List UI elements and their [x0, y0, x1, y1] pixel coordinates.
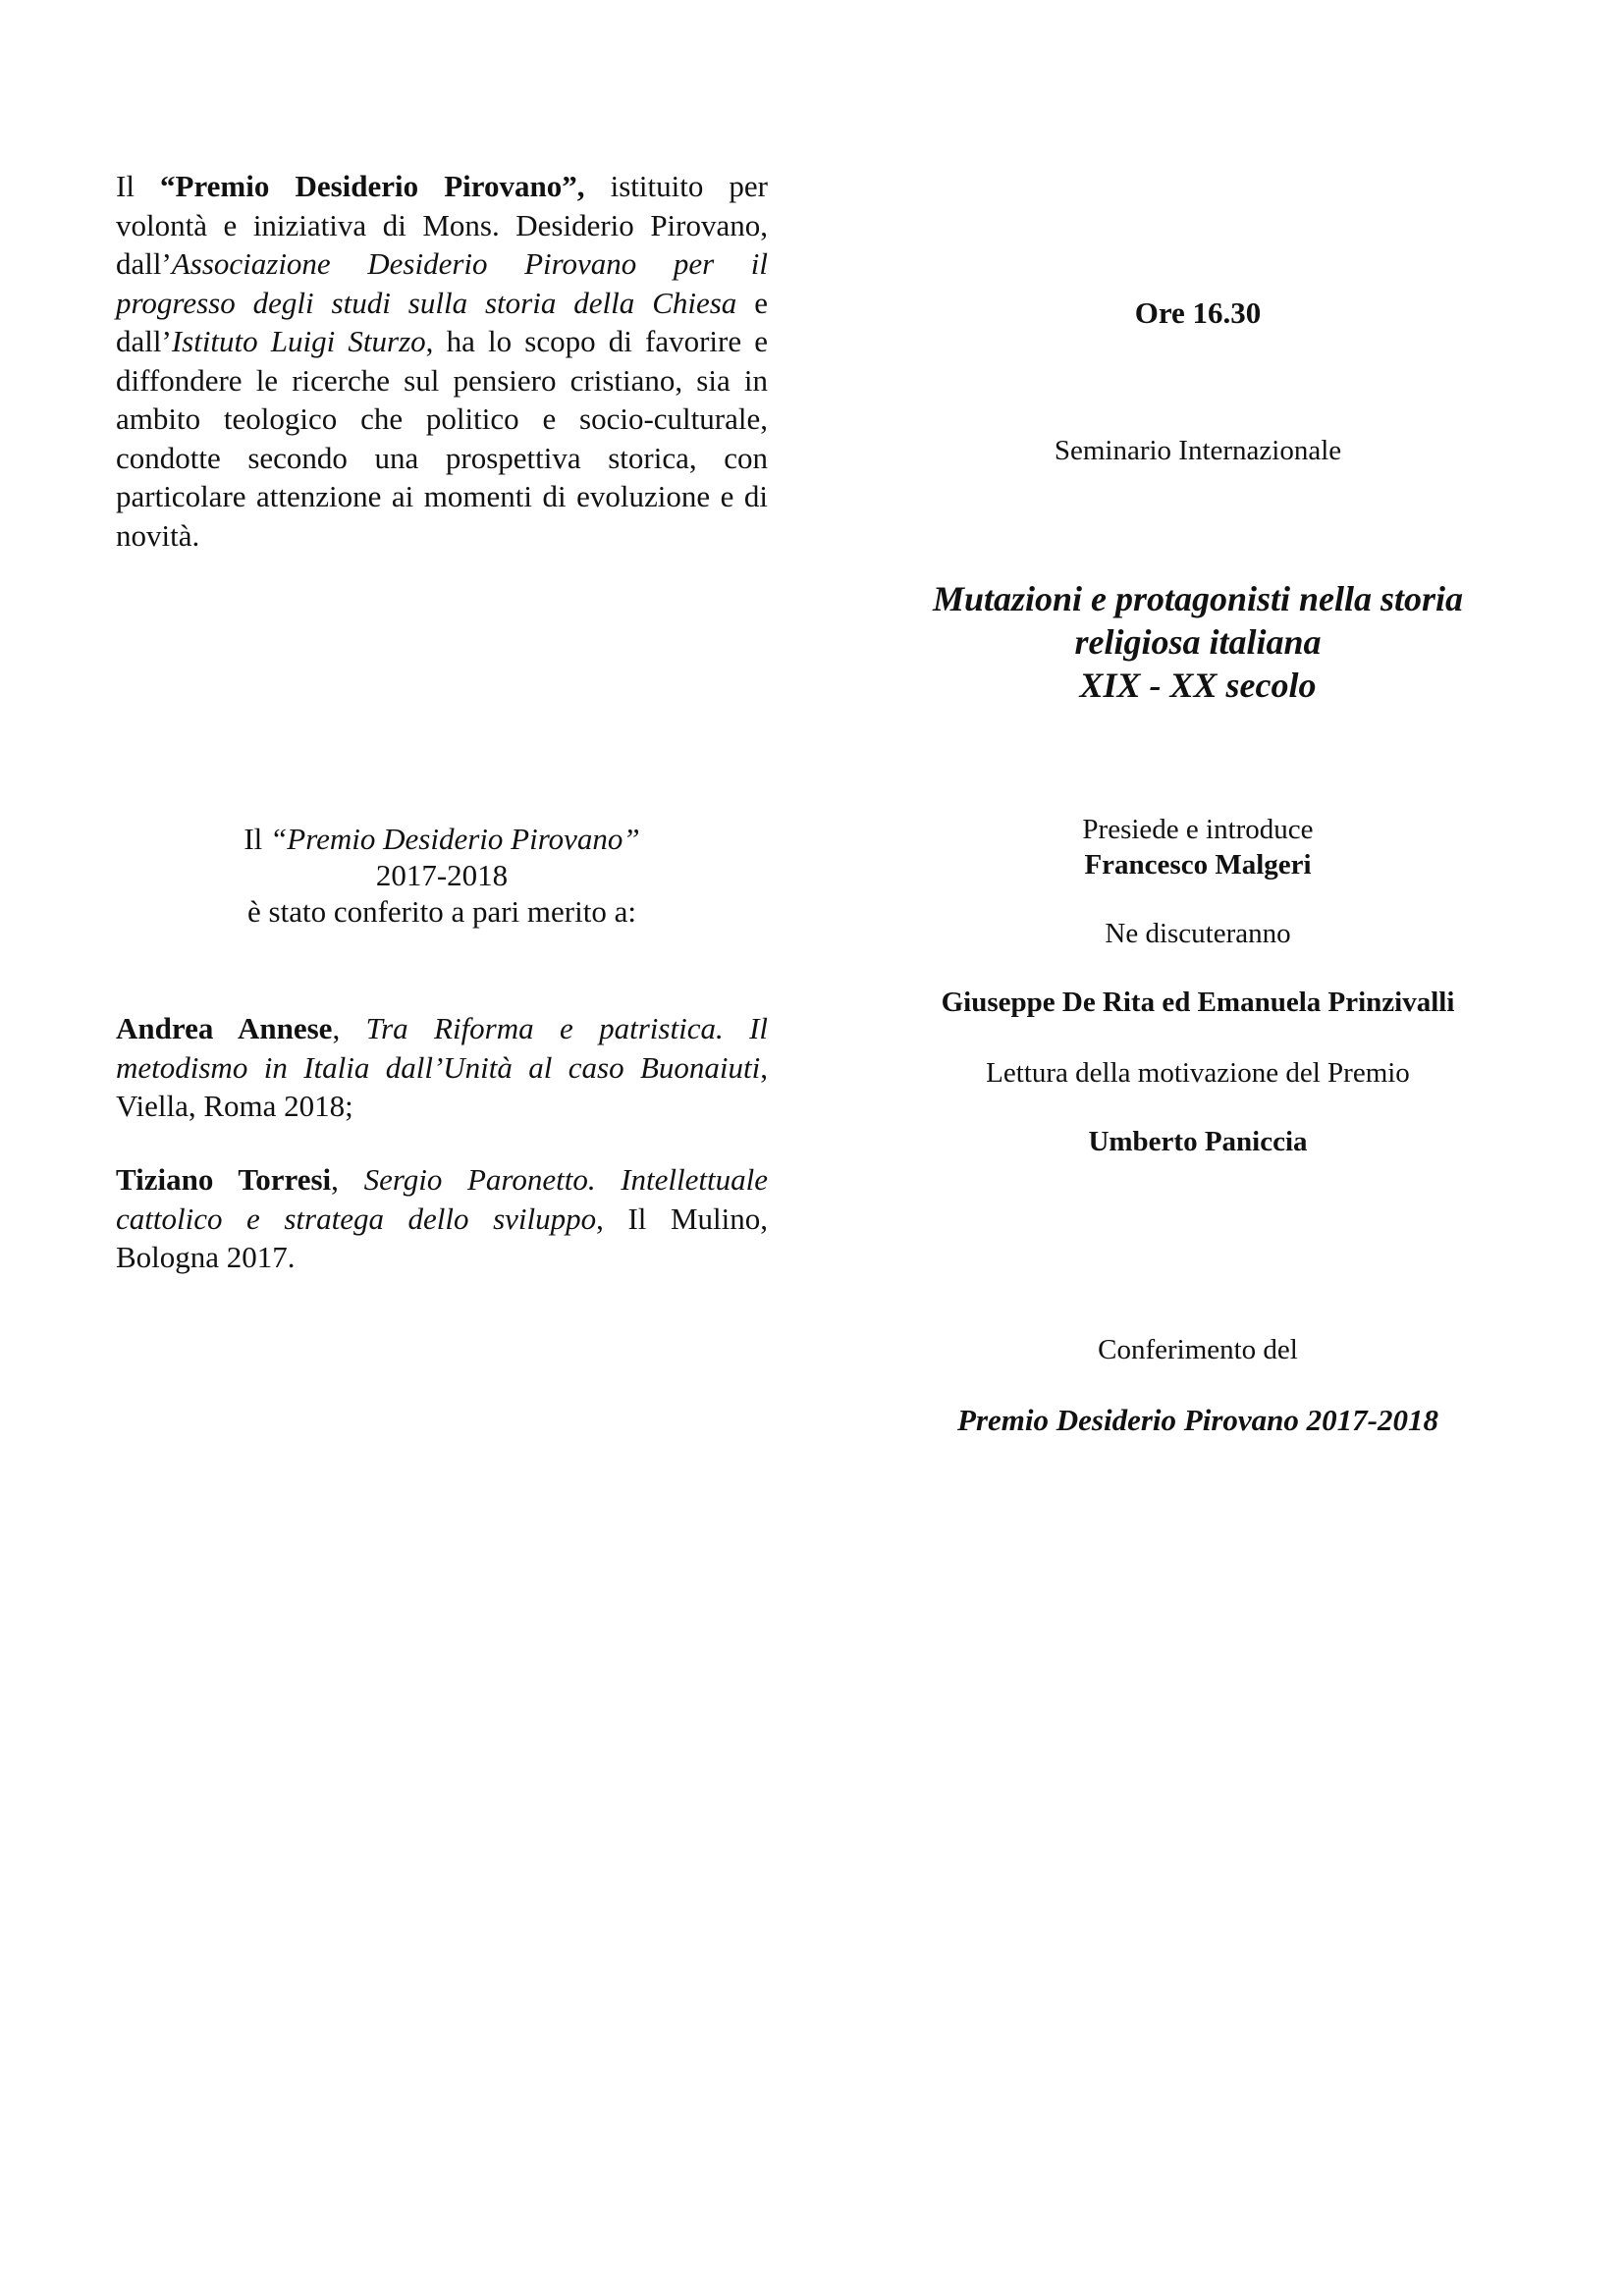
- award-name: Premio Desiderio Pirovano 2017-2018: [957, 1403, 1438, 1437]
- winner-publisher: , Il Mulino, Bologna 2017.: [116, 1201, 768, 1274]
- winner-entry-1: [116, 1009, 768, 1126]
- discussants-names: Giuseppe De Rita ed Emanuela Prinzivalli: [941, 987, 1455, 1018]
- intro-text-2: istituito per volontà e iniziativa di Mons. Desiderio Pirovano, dall’: [116, 169, 768, 281]
- event-type: Seminario Internazionale: [1054, 435, 1342, 466]
- award-years: 2017-2018: [375, 858, 509, 892]
- seminar-title-line-2: religiosa italiana: [1074, 622, 1322, 662]
- award-line-1: [116, 821, 768, 857]
- winner-author: Tiziano Torresi: [116, 1162, 332, 1197]
- intro-paragraph: [116, 167, 768, 555]
- prize-name: “Premio Desiderio Pirovano”,: [160, 169, 585, 203]
- award-prize-name: “Premio Desiderio Pirovano”: [270, 822, 640, 856]
- chair-name: Francesco Malgeri: [1084, 849, 1312, 881]
- award-label: Conferimento del: [1098, 1334, 1298, 1365]
- seminar-title-line-1: Mutazioni e protagonisti nella storia: [932, 579, 1464, 618]
- institute-name: Istituto Luigi Sturzo: [171, 324, 426, 358]
- association-name: Associazione Desiderio Pirovano per il progresso degli studi sulla storia della Chiesa: [116, 246, 768, 320]
- seminar-title-line-3: XIX - XX secolo: [1079, 666, 1317, 705]
- award-line-1-prefix: Il: [244, 822, 271, 856]
- winner-author: Andrea Annese: [116, 1011, 333, 1045]
- chair-label: Presiede e introduce: [1082, 814, 1314, 845]
- winner-book-title: Tra Riforma e patristica. Il metodismo in Italia dall’Unità al caso Buonaiuti: [116, 1011, 769, 1085]
- winner-entry-2: [116, 1160, 768, 1277]
- seminar-title: [844, 577, 1551, 707]
- event-time: Ore 16.30: [1134, 295, 1262, 330]
- winner-publisher: , Viella, Roma 2018;: [116, 1049, 768, 1123]
- winner-book-title: Sergio Paronetto. Intellettuale cattolico e stratega dello sviluppo: [116, 1162, 768, 1236]
- winner-sep: ,: [332, 1011, 366, 1045]
- motivation-label: Lettura della motivazione del Premio: [986, 1057, 1410, 1089]
- award-line-3: è stato conferito a pari merito a:: [247, 894, 636, 929]
- winner-sep: ,: [331, 1162, 364, 1197]
- intro-text-1: Il: [116, 169, 161, 203]
- intro-text-3: e dall’: [116, 285, 769, 358]
- motivation-name: Umberto Paniccia: [1088, 1126, 1308, 1157]
- intro-text-4: , ha lo scopo di favorire e diffondere le ricerche sul pensiero cristiano, sia in ambito teologico che politico e socio-culturale, condotte secondo una prospettiva storica, con particolare attenzione ai momenti di evoluzione e di novità.: [116, 324, 769, 553]
- award-announcement: [116, 821, 768, 930]
- discussants-label: Ne discuteranno: [1105, 918, 1291, 949]
